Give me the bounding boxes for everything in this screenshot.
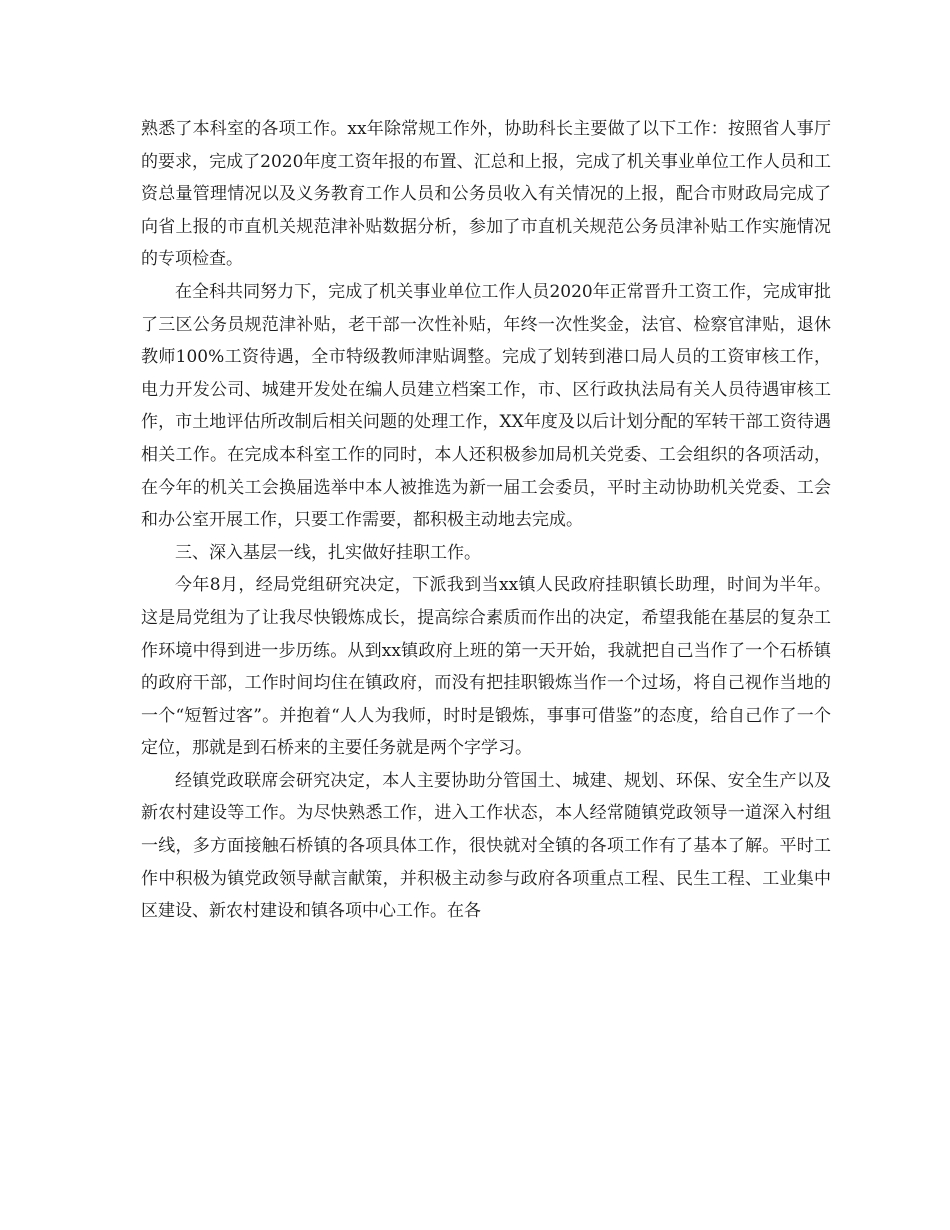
paragraph-continued: 熟悉了本科室的各项工作。xx年除常规工作外，协助科长主要做了以下工作：按照省人事厅的要求，完成了2020年度工资年报的布置、汇总和上报，完成了机关事业单位工作人员和工资总量管理情况以及义务教育工作人员和公务员收入有关情况的上报，配合市财政局完成了向省上报的市直机关规范津补贴数据分析，参加了市直机关规范公务员津补贴工作实施情况的专项检查。 <box>141 119 831 270</box>
paragraph-assignment: 今年8月，经局党组研究决定，下派我到当xx镇人民政府挂职镇长助理，时间为半年。这是局党组为了让我尽快锻炼成长，提高综合素质而作出的决定，希望我能在基层的复杂工作环境中得到进一步历练。从到xx镇政府上班的第一天开始，我就把自己当作了一个石桥镇的政府干部，工作时间均住在镇政府，而没有把挂职锻炼当作一个过场，将自己视作当地的一个“短暂过客”。并抱着“人人为我师，时时是锻炼，事事可借鉴”的态度，给自己作了一个定位，那就是到石桥来的主要任务就是两个字学习。 <box>141 575 831 759</box>
section-heading-grassroots: 三、深入基层一线，扎实做好挂职工作。 <box>175 542 481 563</box>
document-body <box>141 113 831 928</box>
paragraph-salary-work: 在全科共同努力下，完成了机关事业单位工作人员2020年正常晋升工资工作，完成审批了三区公务员规范津补贴，老干部一次性补贴，年终一次性奖金，法官、检察官津贴，退休教师100%工资待遇，全市特级教师津贴调整。完成了划转到港口局人员的工资审核工作，电力开发公司、城建开发处在编人员建立档案工作，市、区行政执法局有关人员待遇审核工作，市土地评估所改制后相关问题的处理工作，XX年度及以后计划分配的军转干部工资待遇相关工作。在完成本科室工作的同时，本人还积极参加局机关党委、工会组织的各项活动，在今年的机关工会换届选举中本人被推选为新一届工会委员，平时主动协助机关党委、工会和办公室开展工作，只要工作需要，都积极主动地去完成。 <box>141 281 831 531</box>
paragraph-duties: 经镇党政联席会研究决定，本人主要协助分管国土、城建、规划、环保、安全生产以及新农村建设等工作。为尽快熟悉工作，进入工作状态，本人经常随镇党政领导一道深入村组一线，多方面接触石桥镇的各项具体工作，很快就对全镇的各项工作有了基本了解。平时工作中积极为镇党政领导献言献策，并积极主动参与政府各项重点工程、民生工程、工业集中区建设、新农村建设和镇各项中心工作。在各 <box>141 770 831 922</box>
